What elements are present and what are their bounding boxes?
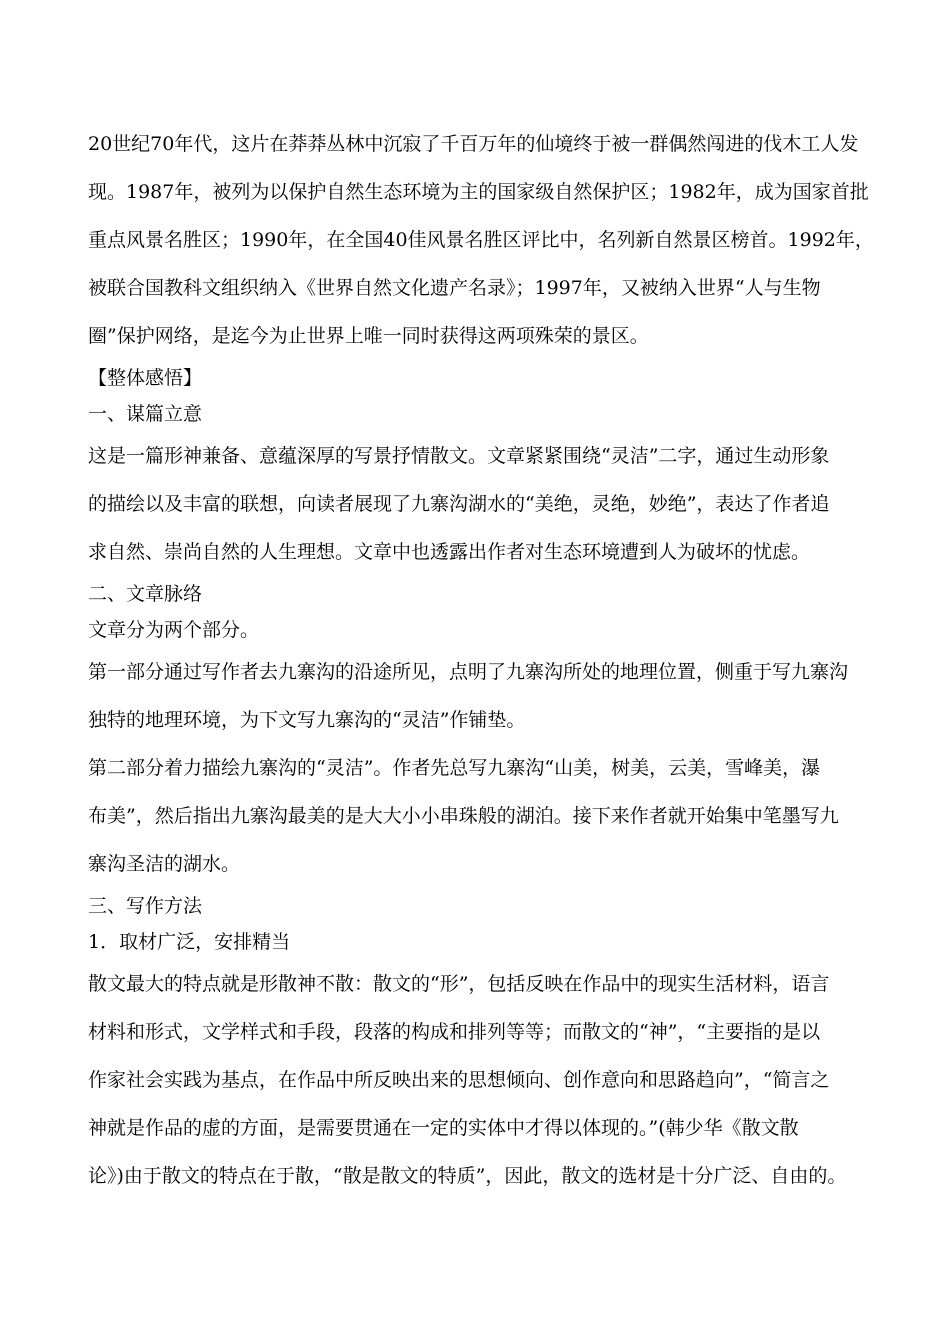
paragraph-part-one bbox=[88, 648, 878, 744]
section-heading-overall: 【整体感悟】 bbox=[88, 367, 203, 389]
text-line: 论》)由于散文的特点在于散，“散是散文的特质”，因此，散文的选材是十分广泛、自由的。 bbox=[88, 1165, 847, 1187]
text-line: 寨沟圣洁的湖水。 bbox=[88, 853, 241, 875]
structure-summary: 文章分为两个部分。 bbox=[88, 619, 260, 641]
text-line: 神就是作品的虚的方面，是需要贯通在一定的实体中才得以体现的。”(韩少华《散文散 bbox=[88, 1117, 799, 1139]
subheading-material: 1．取材广泛，安排精当 bbox=[88, 931, 291, 953]
text-line: 第二部分着力描绘九寨沟的“灵洁”。作者先总写九寨沟“山美，树美，云美，雪峰美，瀑 bbox=[88, 757, 821, 779]
document-page bbox=[88, 120, 878, 1200]
text-line: 圈”保护网络，是迄今为止世界上唯一同时获得这两项殊荣的景区。 bbox=[88, 325, 649, 347]
text-line: 独特的地理环境，为下文写九寨沟的“灵洁”作铺垫。 bbox=[88, 709, 526, 731]
text-line: 材料和形式，文学样式和手段，段落的构成和排列等等；而散文的“神”，“主要指的是以 bbox=[88, 1021, 821, 1043]
section-heading-intent: 一、谋篇立意 bbox=[88, 403, 203, 425]
text-line: 这是一篇形神兼备、意蕴深厚的写景抒情散文。文章紧紧围绕“灵洁”二字，通过生动形象 bbox=[88, 445, 830, 467]
section-heading-structure: 二、文章脉络 bbox=[88, 583, 203, 605]
text-line: 第一部分通过写作者去九寨沟的沿途所见，点明了九寨沟所处的地理位置，侧重于写九寨沟 bbox=[88, 661, 849, 683]
text-line: 的描绘以及丰富的联想，向读者展现了九寨沟湖水的“美绝，灵绝，妙绝”，表达了作者追 bbox=[88, 493, 830, 515]
text-line: 现。1987年，被列为以保护自然生态环境为主的国家级自然保护区；1982年，成为国家首批 bbox=[88, 181, 869, 203]
text-line: 求自然、崇尚自然的人生理想。文章中也透露出作者对生态环境遭到人为破坏的忧虑。 bbox=[88, 541, 811, 563]
text-line: 重点风景名胜区；1990年，在全国40佳风景名胜区评比中，名列新自然景区榜首。1992年， bbox=[88, 229, 874, 251]
paragraph-prose-theory bbox=[88, 960, 878, 1200]
text-line: 散文最大的特点就是形散神不散：散文的“形”，包括反映在作品中的现实生活材料，语言 bbox=[88, 973, 830, 995]
text-line: 被联合国教科文组织纳入《世界自然文化遗产名录》；1997年，又被纳入世界“人与生物 bbox=[88, 277, 821, 299]
text-line: 布美”，然后指出九寨沟最美的是大大小小串珠般的湖泊。接下来作者就开始集中笔墨写九 bbox=[88, 805, 839, 827]
text-line: 作家社会实践为基点，在作品中所反映出来的思想倾向、创作意向和思路趋向”，“简言之 bbox=[88, 1069, 830, 1091]
paragraph-part-two bbox=[88, 744, 878, 888]
paragraph-history bbox=[88, 120, 878, 360]
section-heading-method: 三、写作方法 bbox=[88, 895, 203, 917]
text-line: 20世纪70年代，这片在莽莽丛林中沉寂了千百万年的仙境终于被一群偶然闯进的伐木工人发 bbox=[88, 133, 859, 155]
paragraph-intent bbox=[88, 432, 878, 576]
